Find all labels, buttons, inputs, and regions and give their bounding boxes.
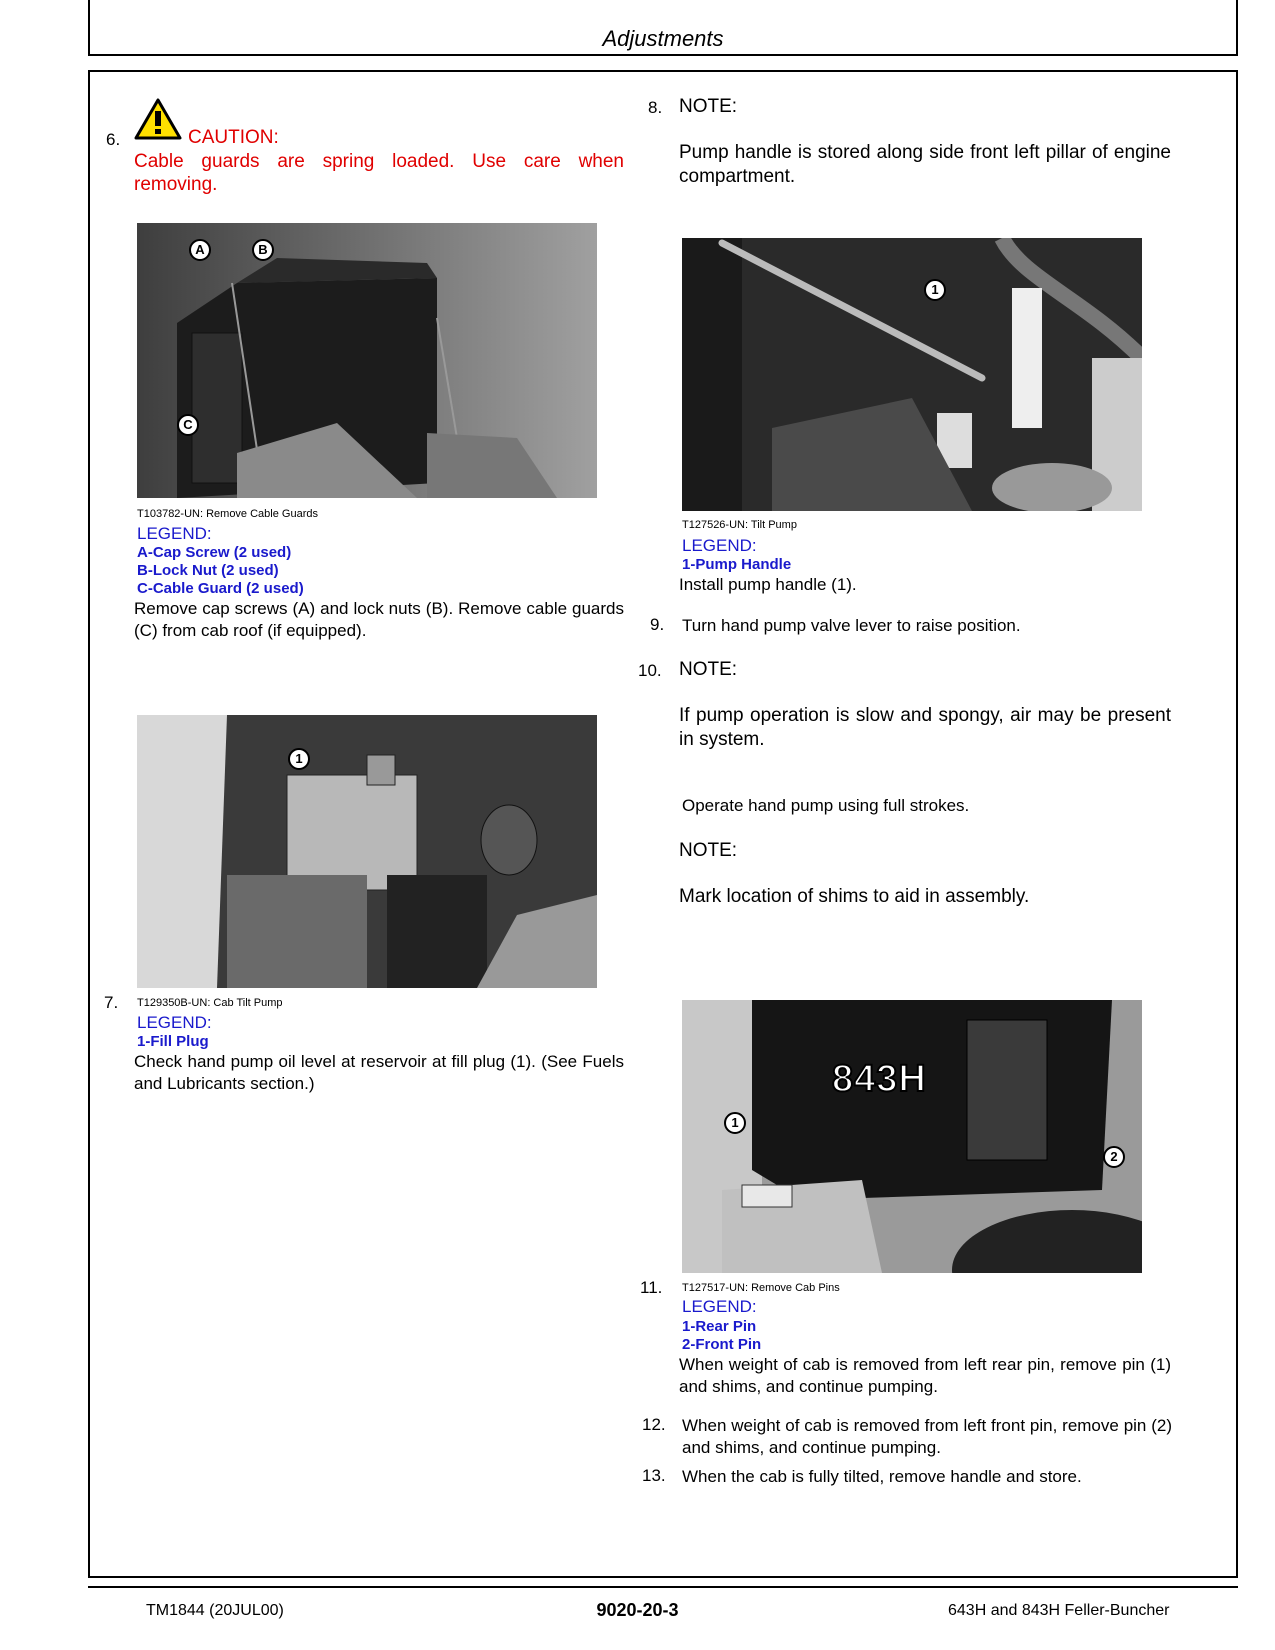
step-8-number: 8.	[648, 98, 663, 117]
footer-rule	[88, 1586, 1238, 1588]
step-12-number: 12.	[642, 1415, 666, 1434]
callout-1: 1	[724, 1112, 746, 1134]
step-9-number: 9.	[650, 615, 665, 634]
warning-triangle-icon	[134, 98, 182, 140]
tilt-pump-photo	[682, 238, 1142, 511]
step-6-instruction: Remove cap screws (A) and lock nuts (B). Remove cable guards (C) from cab roof (if equipped).	[134, 599, 624, 640]
callout-1: 1	[924, 279, 946, 301]
step-6-legend-item: C-Cable Guard (2 used)	[137, 580, 304, 597]
step-9-instruction: Turn hand pump valve lever to raise position.	[682, 616, 1021, 635]
footer-page-number: 9020-20-3	[596, 1600, 679, 1620]
step-11-legend-item: 1-Rear Pin	[682, 1318, 757, 1335]
step-8-legend-item: 1-Pump Handle	[682, 556, 792, 573]
step-13-number: 13.	[642, 1466, 666, 1485]
step-7-number: 7.	[104, 993, 119, 1012]
page-title: Adjustments	[602, 26, 724, 51]
step-8-instruction: Install pump handle (1).	[679, 575, 857, 594]
footer-doc-id: TM1844 (20JUL00)	[146, 1602, 284, 1619]
step-11-legend-label: LEGEND:	[682, 1297, 757, 1316]
step-8-figure-caption: T127526-UN: Tilt Pump	[682, 519, 797, 531]
callout-1: 1	[288, 748, 310, 770]
step-7-instruction: Check hand pump oil level at reservoir at fill plug (1). (See Fuels and Lubricants section.)	[134, 1052, 624, 1093]
step-7-legend-label: LEGEND:	[137, 1013, 212, 1032]
step-11-number: 11.	[640, 1278, 663, 1297]
step-6-legend-label: LEGEND:	[137, 524, 212, 543]
step-8-legend-label: LEGEND:	[682, 536, 757, 555]
cab-pins-photo	[682, 1000, 1142, 1273]
step-10-number: 10.	[638, 661, 662, 680]
step-6-number: 6.	[106, 130, 121, 149]
step-11-figure-caption: T127517-UN: Remove Cab Pins	[682, 1282, 840, 1294]
step-8-note-label: NOTE:	[679, 96, 738, 117]
step-11-legend-item: 2-Front Pin	[682, 1336, 762, 1353]
cab-tilt-pump-photo	[137, 715, 597, 988]
page-header	[88, 0, 1238, 56]
step-10-instruction: Operate hand pump using full strokes.	[682, 796, 970, 815]
step-6-caution-title: CAUTION:	[188, 127, 279, 148]
step-12-instruction: When weight of cab is removed from left front pin, remove pin (2) and shims, and continue pumping.	[682, 1416, 1172, 1457]
callout-c: C	[177, 414, 199, 436]
step-10-note-text: If pump operation is slow and spongy, air may be present in system.	[679, 705, 1171, 750]
step-13-instruction: When the cab is fully tilted, remove handle and store.	[682, 1467, 1082, 1486]
step-7-figure-caption: T129350B-UN: Cab Tilt Pump	[137, 997, 283, 1009]
step-10-note-label: NOTE:	[679, 659, 738, 680]
step-6-legend-item: A-Cap Screw (2 used)	[137, 544, 292, 561]
callout-b: B	[252, 239, 274, 261]
step-6-caution-text-line1: Cable guards are spring loaded. Use care when	[134, 151, 624, 172]
step-6-figure-caption: T103782-UN: Remove Cable Guards	[137, 508, 318, 520]
step-10-note2-text: Mark location of shims to aid in assembly.	[679, 886, 1030, 907]
step-8-note-text: Pump handle is stored along side front left pillar of engine compartment.	[679, 142, 1171, 187]
step-6-legend-item: B-Lock Nut (2 used)	[137, 562, 279, 579]
model-label: 843H	[832, 1058, 927, 1100]
cab-roof-photo	[137, 223, 597, 498]
step-6-caution-text-line2: removing.	[134, 174, 218, 195]
callout-2: 2	[1103, 1146, 1125, 1168]
step-7-legend-item: 1-Fill Plug	[137, 1033, 209, 1050]
step-10-note2-label: NOTE:	[679, 840, 738, 861]
callout-a: A	[189, 239, 211, 261]
step-11-instruction: When weight of cab is removed from left rear pin, remove pin (1) and shims, and continue pumping.	[679, 1355, 1171, 1396]
footer-product-name: 643H and 843H Feller-Buncher	[948, 1602, 1170, 1619]
